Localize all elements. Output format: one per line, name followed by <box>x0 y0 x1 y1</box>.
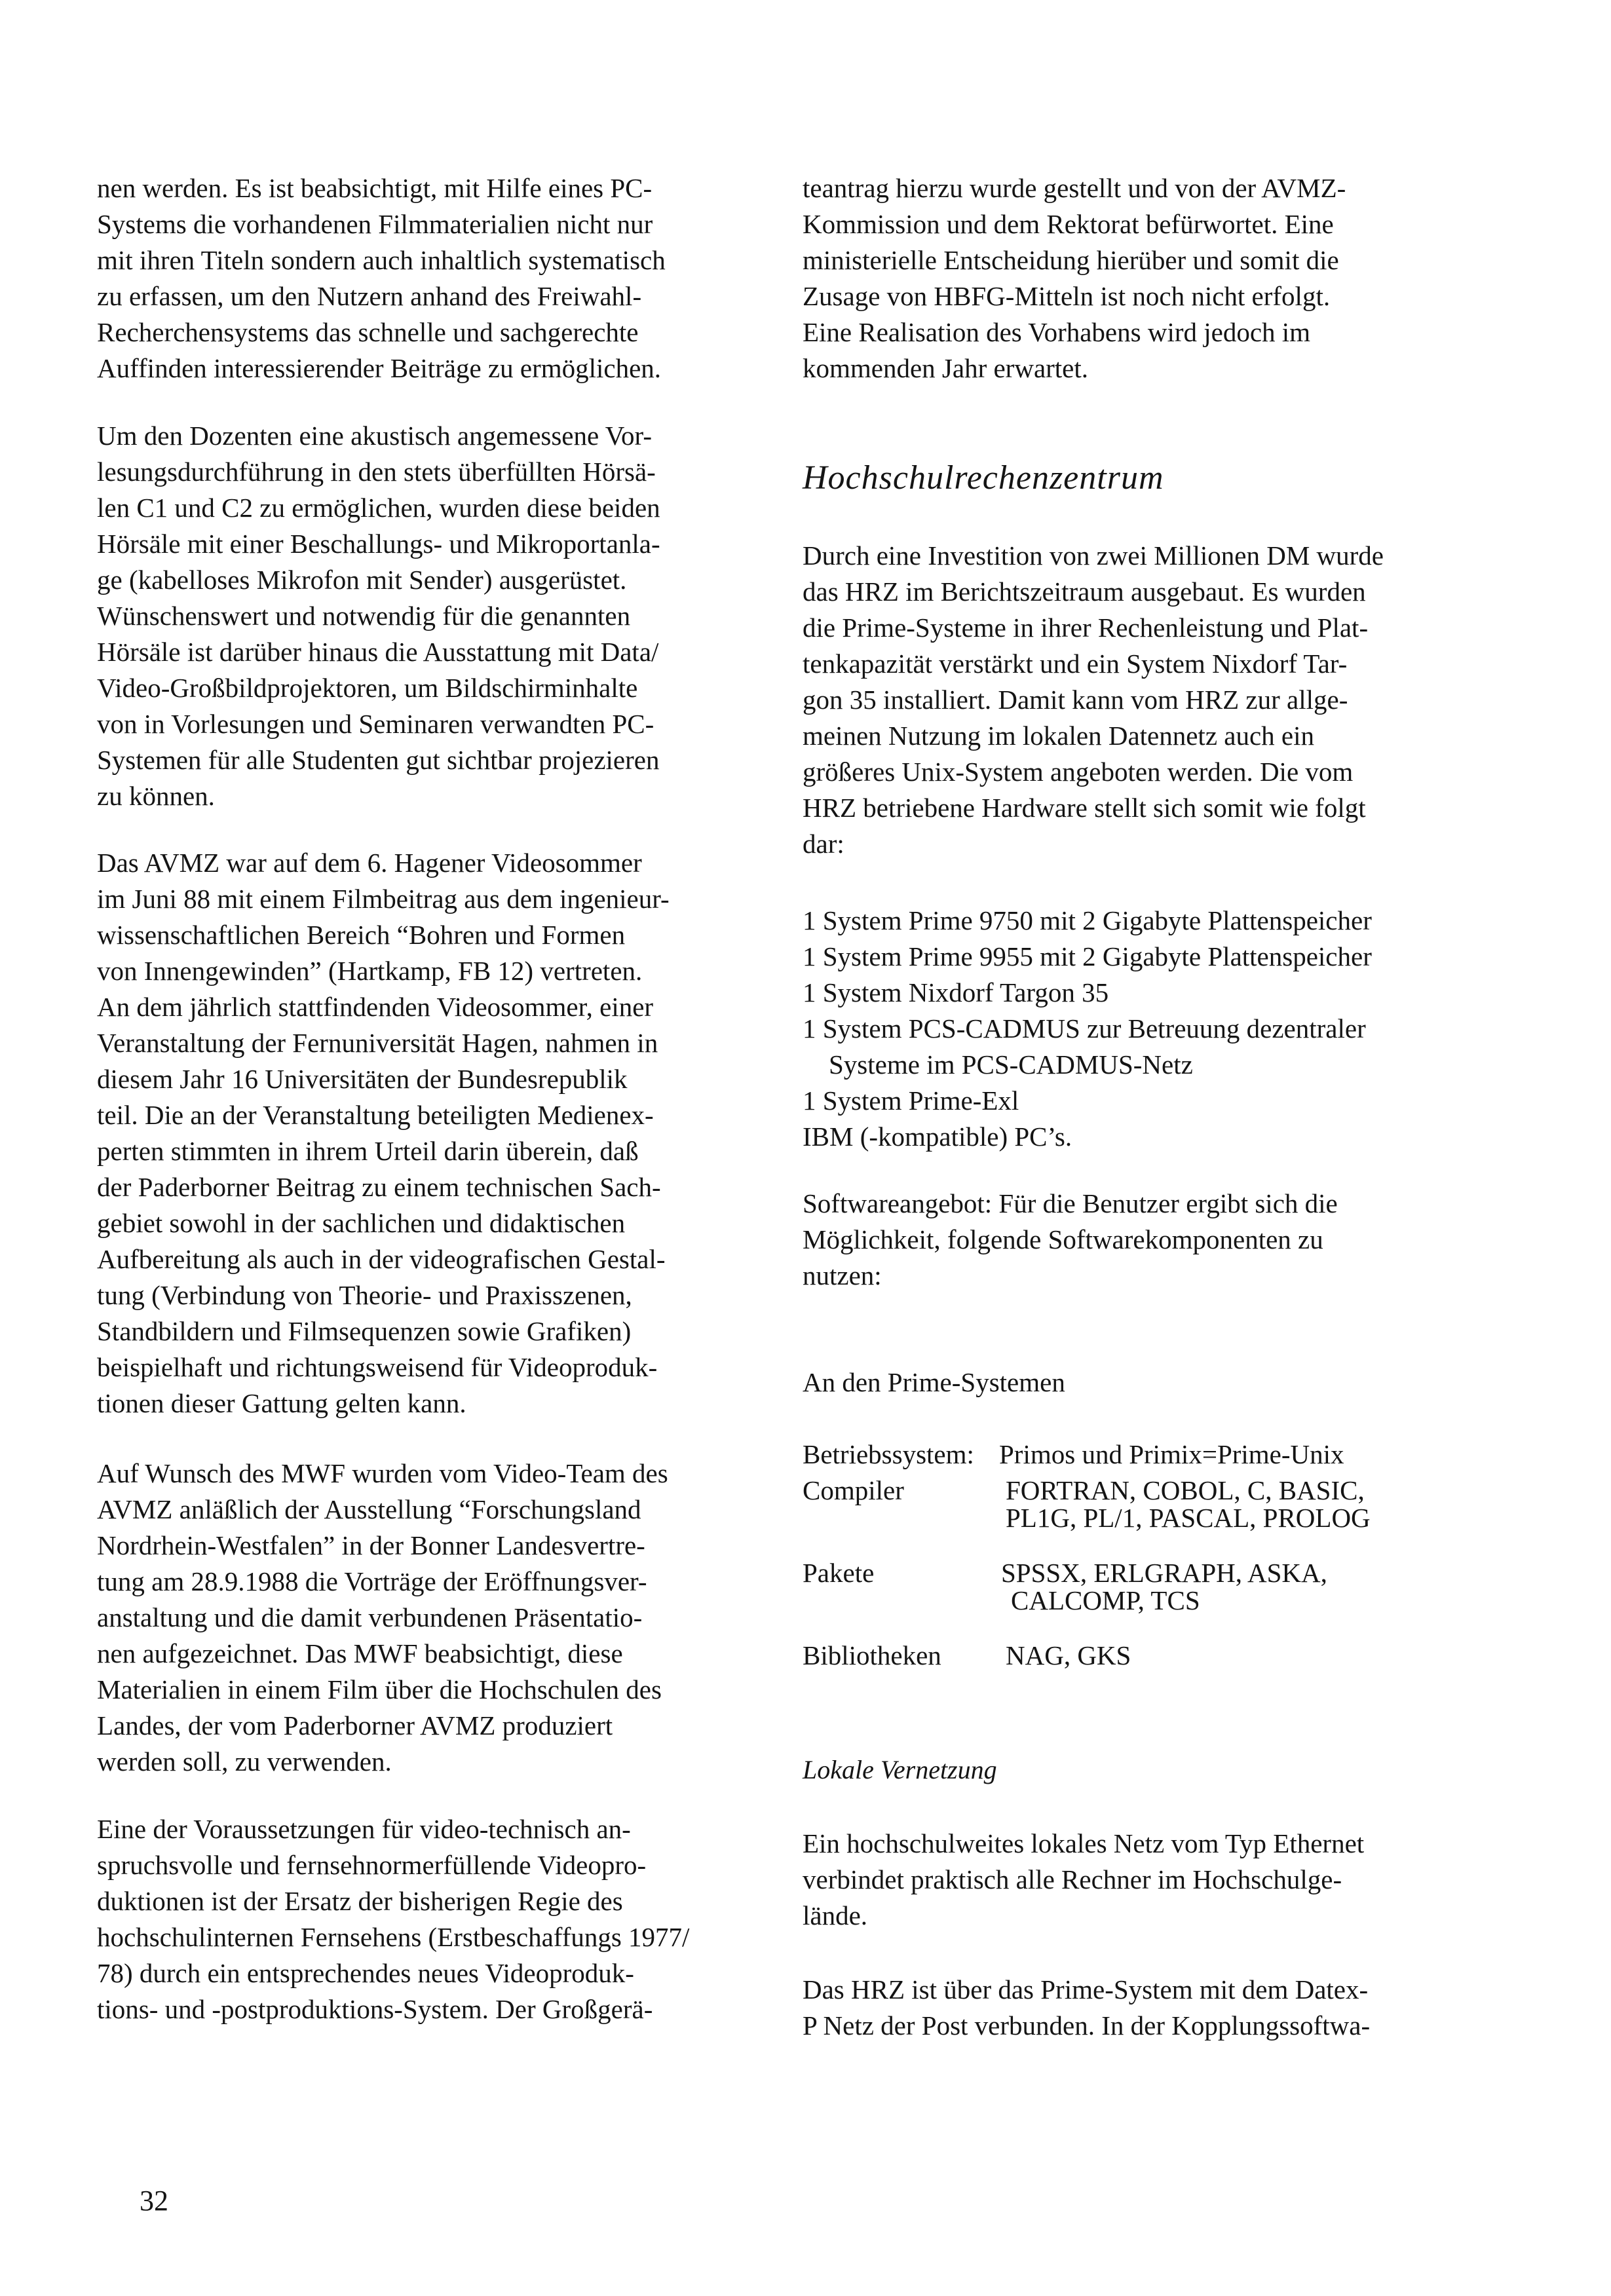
text-line: Um den Dozenten eine akustisch angemessene Vor- <box>97 421 653 451</box>
text-line: beispielhaft und richtungsweisend für Videoproduk- <box>97 1352 658 1382</box>
bibliotheken-label: Bibliotheken <box>803 1640 941 1670</box>
text-line: An dem jährlich stattfindenden Videosommer, einer <box>97 992 654 1022</box>
text-line: diesem Jahr 16 Universitäten der Bundesrepublik <box>97 1064 628 1094</box>
text-line: 78) durch ein entsprechendes neues Videoproduk- <box>97 1958 634 1988</box>
text-line: Ein hochschulweites lokales Netz vom Typ Ethernet <box>803 1828 1365 1858</box>
text-line: lände. <box>803 1900 868 1930</box>
text-line: meinen Nutzung im lokalen Datennetz auch ein <box>803 721 1315 751</box>
text-line: Das HRZ ist über das Prime-System mit dem Datex- <box>803 1974 1369 2004</box>
text-line: Eine der Voraussetzungen für video-technisch an- <box>97 1814 631 1844</box>
list-item: 1 System Prime 9750 mit 2 Gigabyte Plattenspeicher <box>803 905 1372 935</box>
text-line: len C1 und C2 zu ermöglichen, wurden diese beiden <box>97 493 660 523</box>
text-line: spruchsvolle und fernsehnormerfüllende Videopro- <box>97 1850 647 1880</box>
text-line: Aufbereitung als auch in der videografischen Gestal- <box>97 1244 666 1274</box>
text-line: HRZ betriebene Hardware stellt sich somit wie folgt <box>803 793 1366 823</box>
pakete-value-line: SPSSX, ERLGRAPH, ASKA, <box>1001 1558 1327 1588</box>
paragraph-videosommer <box>97 845 752 1421</box>
text-line: AVMZ anläßlich der Ausstellung “Forschungsland <box>97 1494 641 1524</box>
text-line: mit ihren Titeln sondern auch inhaltlich systematisch <box>97 245 666 275</box>
compiler-label: Compiler <box>803 1475 904 1505</box>
text-line: Kommission und dem Rektorat befürwortet. Eine <box>803 209 1334 239</box>
text-line: ministerielle Entscheidung hierüber und somit die <box>803 245 1339 275</box>
text-line: Softwareangebot: Für die Benutzer ergibt sich die <box>803 1188 1338 1218</box>
text-line: dar: <box>803 829 844 859</box>
bibliotheken-value: NAG, GKS <box>1006 1640 1131 1670</box>
text-line: zu erfassen, um den Nutzern anhand des Freiwahl- <box>97 281 642 311</box>
text-line: kommenden Jahr erwartet. <box>803 353 1089 383</box>
text-line: perten stimmten in ihrem Urteil darin überein, daß <box>97 1136 639 1166</box>
text-line: nutzen: <box>803 1260 882 1290</box>
list-item: IBM (-kompatible) PC’s. <box>803 1121 1072 1152</box>
paragraph-software-intro <box>803 1186 1427 1294</box>
text-line: hochschulinternen Fernsehens (Erstbeschaffungs 1977/ <box>97 1922 690 1952</box>
text-line: wissenschaftlichen Bereich “Bohren und Formen <box>97 920 626 950</box>
text-line: Hörsäle mit einer Beschallungs- und Mikroportanla- <box>97 529 660 559</box>
text-line: im Juni 88 mit einem Filmbeitrag aus dem ingenieur- <box>97 884 670 914</box>
text-line: größeres Unix-System angeboten werden. Die vom <box>803 757 1354 787</box>
page-number: 32 <box>140 2185 168 2217</box>
paragraph-hrz-investment <box>803 538 1427 862</box>
text-line: tenkapazität verstärkt und ein System Nixdorf Tar- <box>803 649 1348 679</box>
list-item: 1 System Prime 9955 mit 2 Gigabyte Plattenspeicher <box>803 941 1372 971</box>
text-line: Auffinden interessierender Beiträge zu ermöglichen. <box>97 353 662 383</box>
text-line: Nordrhein-Westfalen” in der Bonner Landesvertre- <box>97 1530 645 1560</box>
paragraph-mwf-exhibition <box>97 1456 752 1780</box>
text-line: zu können. <box>97 781 215 811</box>
text-line: teil. Die an der Veranstaltung beteiligten Medienex- <box>97 1100 654 1130</box>
text-line: teantrag hierzu wurde gestellt und von der AVMZ- <box>803 173 1346 203</box>
text-line: tung am 28.9.1988 die Vorträge der Eröffnungsver- <box>97 1566 647 1596</box>
text-line: Möglichkeit, folgende Softwarekomponenten zu <box>803 1224 1323 1254</box>
text-line: werden soll, zu verwenden. <box>97 1746 392 1777</box>
text-line: nen aufgezeichnet. Das MWF beabsichtigt, diese <box>97 1638 623 1668</box>
list-item: 1 System Prime-Exl <box>803 1085 1019 1116</box>
text-line: Zusage von HBFG-Mitteln ist noch nicht erfolgt. <box>803 281 1331 311</box>
list-item-continuation: Systeme im PCS-CADMUS-Netz <box>829 1049 1193 1080</box>
list-item: 1 System Nixdorf Targon 35 <box>803 977 1109 1007</box>
paragraph-lecture-halls <box>97 418 752 814</box>
text-line: Materialien in einem Film über die Hochschulen des <box>97 1674 662 1704</box>
text-line: Eine Realisation des Vorhabens wird jedoch im <box>803 317 1311 347</box>
text-line: Landes, der vom Paderborner AVMZ produziert <box>97 1710 613 1741</box>
text-line: gon 35 installiert. Damit kann vom HRZ zur allge- <box>803 685 1348 715</box>
text-line: lesungsdurchführung in den stets überfüllten Hörsä- <box>97 457 656 487</box>
pakete-label: Pakete <box>803 1558 875 1588</box>
betriebssystem-value: Primos und Primix=Prime-Unix <box>999 1439 1344 1469</box>
prime-systems-heading: An den Prime-Systemen <box>803 1367 1065 1397</box>
text-line: Standbildern und Filmsequenzen sowie Grafiken) <box>97 1316 632 1346</box>
paragraph-datex <box>803 1972 1427 2044</box>
paragraph-video-production <box>97 1811 752 2027</box>
compiler-value-line: PL1G, PL/1, PASCAL, PROLOG <box>1006 1503 1371 1533</box>
text-line: Recherchensystems das schnelle und sachgerechte <box>97 317 639 347</box>
text-line: das HRZ im Berichtszeitraum ausgebaut. Es wurden <box>803 576 1366 607</box>
list-item: 1 System PCS-CADMUS zur Betreuung dezentraler <box>803 1013 1366 1044</box>
text-line: tung (Verbindung von Theorie- und Praxisszenen, <box>97 1280 632 1310</box>
betriebssystem-label: Betriebssystem: <box>803 1439 974 1469</box>
text-line: gebiet sowohl in der sachlichen und didaktischen <box>97 1208 626 1238</box>
text-line: nen werden. Es ist beabsichtigt, mit Hilfe eines PC- <box>97 173 653 203</box>
section-heading-hochschulrechenzentrum: Hochschulrechenzentrum <box>803 459 1164 497</box>
text-line: P Netz der Post verbunden. In der Kopplungssoftwa- <box>803 2010 1371 2041</box>
text-line: von Innengewinden” (Hartkamp, FB 12) vertreten. <box>97 956 643 986</box>
text-line: Video-Großbildprojektoren, um Bildschirminhalte <box>97 673 638 703</box>
paragraph-film-catalogue <box>97 170 752 386</box>
text-line: anstaltung und die damit verbundenen Präsentatio- <box>97 1602 643 1632</box>
text-line: Systemen für alle Studenten gut sichtbar projezieren <box>97 745 660 775</box>
text-line: Wünschenswert und notwendig für die genannten <box>97 601 631 631</box>
text-line: verbindet praktisch alle Rechner im Hochschulge- <box>803 1864 1342 1894</box>
text-line: tionen dieser Gattung gelten kann. <box>97 1388 466 1418</box>
text-line: Das AVMZ war auf dem 6. Hagener Videosommer <box>97 848 642 878</box>
text-line: duktionen ist der Ersatz der bisherigen Regie des <box>97 1886 623 1916</box>
text-line: der Paderborner Beitrag zu einem technischen Sach- <box>97 1172 661 1202</box>
text-line: tions- und -postproduktions-System. Der Großgerä- <box>97 1994 653 2024</box>
paragraph-grossgeraeteantrag <box>803 170 1427 386</box>
text-line: Systems die vorhandenen Filmmaterialien nicht nur <box>97 209 653 239</box>
text-line: Hörsäle ist darüber hinaus die Ausstattung mit Data/ <box>97 637 659 667</box>
text-line: Veranstaltung der Fernuniversität Hagen, nahmen in <box>97 1028 658 1058</box>
pakete-value-line: CALCOMP, TCS <box>1011 1585 1200 1615</box>
text-line: von in Vorlesungen und Seminaren verwandten PC- <box>97 709 654 739</box>
compiler-value-line: FORTRAN, COBOL, C, BASIC, <box>1006 1475 1365 1505</box>
paragraph-ethernet <box>803 1826 1427 1934</box>
text-line: die Prime-Systeme in ihrer Rechenleistung und Plat- <box>803 612 1369 643</box>
subheading-lokale-vernetzung: Lokale Vernetzung <box>803 1755 997 1784</box>
text-line: ge (kabelloses Mikrofon mit Sender) ausgerüstet. <box>97 565 627 595</box>
text-line: Auf Wunsch des MWF wurden vom Video-Team des <box>97 1458 668 1488</box>
text-line: Durch eine Investition von zwei Millionen DM wurde <box>803 540 1384 571</box>
